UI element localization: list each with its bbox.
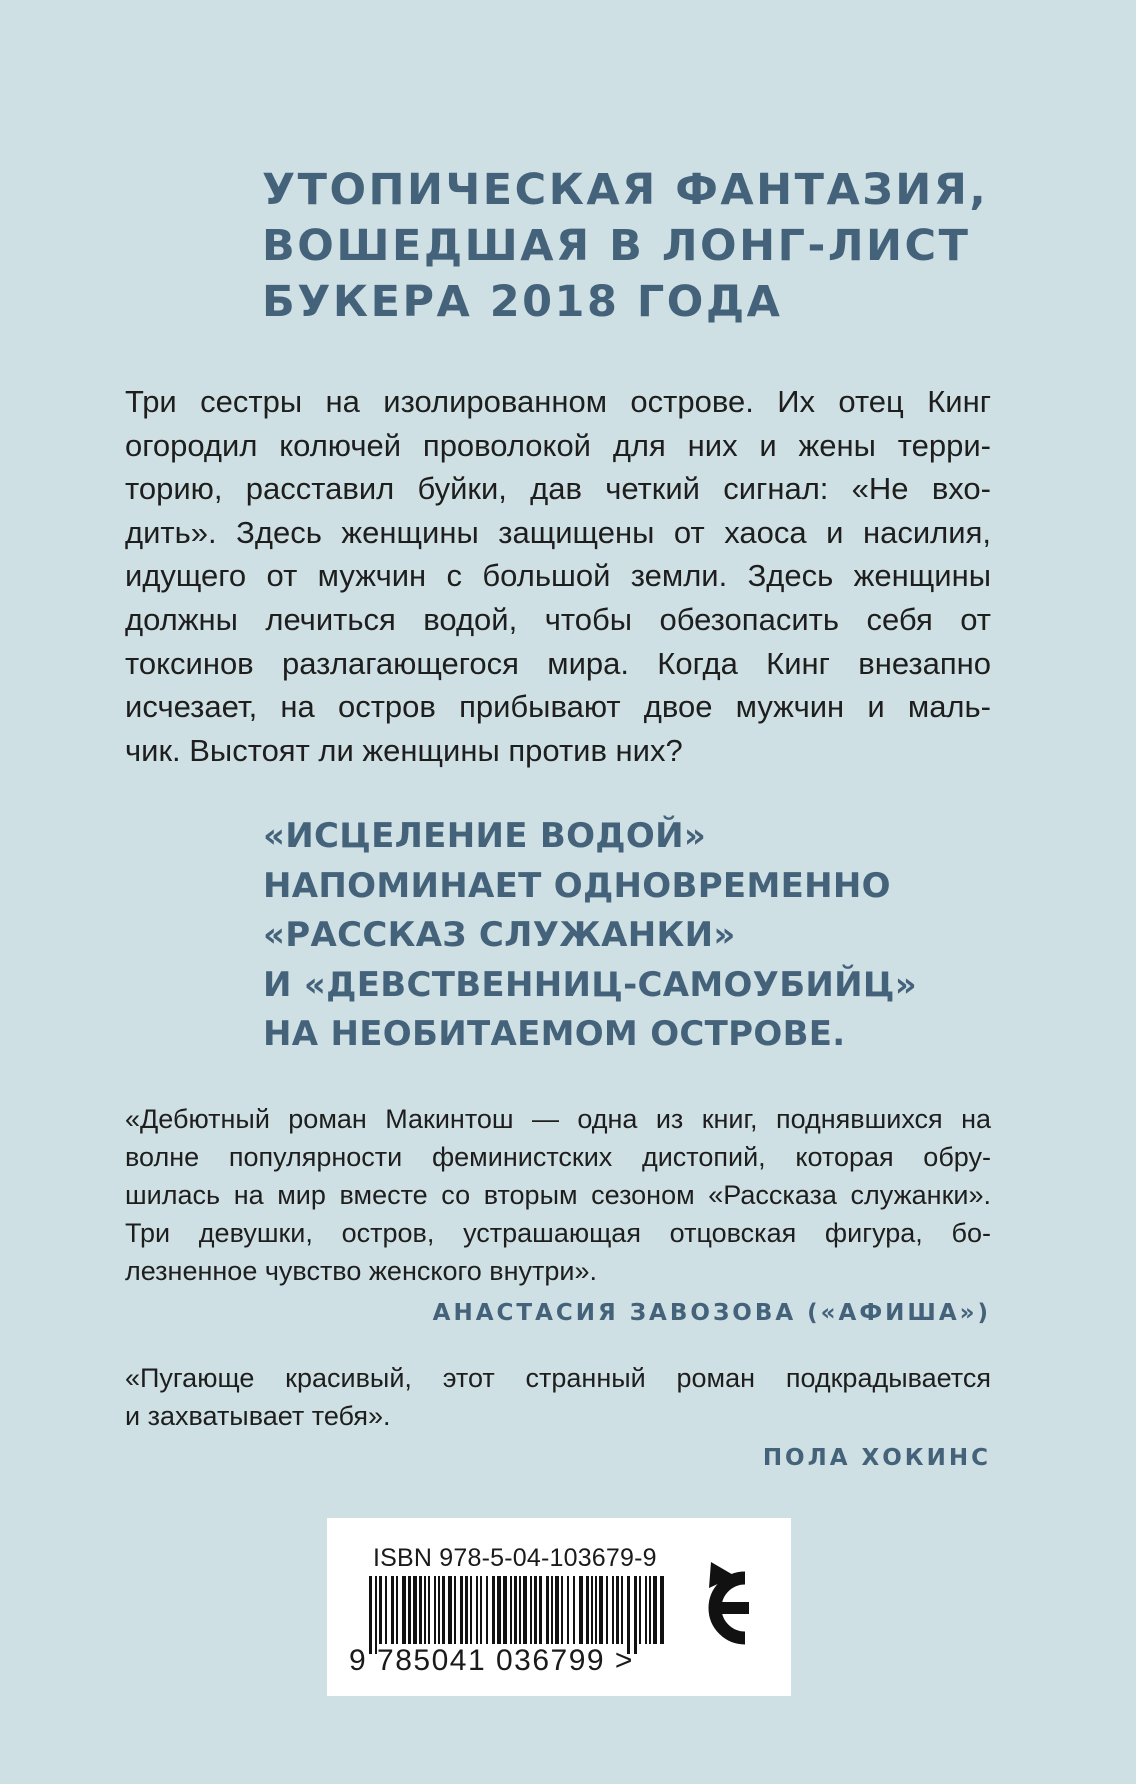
review-line: «Дебютный роман Макинтош — одна из книг, поднявшихся на (125, 1104, 991, 1134)
barcode-digits: 9 785041 036799 > (349, 1644, 634, 1677)
headline-line: БУКЕРА 2018 ГОДА (262, 277, 783, 327)
pull-quote-line: «РАССКАЗ СЛУЖАНКИ» (263, 915, 736, 955)
pull-quote-line: НАПОМИНАЕТ ОДНОВРЕМЕННО (263, 865, 891, 906)
headline (262, 162, 1022, 330)
eksmo-e-logo-icon (687, 1556, 753, 1660)
isbn-barcode-panel (327, 1518, 791, 1696)
pull-quote-line: НА НЕОБИТАЕМОМ ОСТРОВЕ. (263, 1014, 846, 1054)
review-author: АНАСТАСИЯ ЗАВОЗОВА («АФИША») (432, 1300, 991, 1326)
headline-line: УТОПИЧЕСКАЯ ФАНТАЗИЯ, (262, 165, 989, 215)
pull-quote (263, 812, 1003, 1060)
headline-line: ВОШЕДШАЯ В ЛОНГ-ЛИСТ (262, 221, 971, 271)
description-line: исчезает, на остров прибывают двое мужчин и маль- (125, 689, 991, 725)
barcode-icon (367, 1576, 667, 1654)
description-line: огородил колючей проволокой для них и жены терри- (125, 427, 991, 463)
description-line: Три сестры на изолированном острове. Их отец Кинг (125, 384, 991, 419)
description-line: торию, расставил буйки, дав четкий сигнал: «Не вхо- (125, 471, 991, 507)
review-quote (125, 1359, 991, 1477)
review-line: лезненное чувство женского внутри». (125, 1256, 597, 1286)
review-line: Три девушки, остров, устрашающая отцовская фигура, бо- (125, 1218, 991, 1248)
review-quote (125, 1100, 991, 1332)
pull-quote-line: «ИСЦЕЛЕНИЕ ВОДОЙ» (263, 816, 707, 856)
review-line: «Пугающе красивый, этот странный роман подкрадывается (125, 1363, 991, 1393)
description-line: токсинов разлагающегося мира. Когда Кинг внезапно (125, 645, 991, 681)
review-line: шилась на мир вместе со вторым сезоном «Рассказа служанки». (125, 1180, 991, 1210)
description-line: дить». Здесь женщины защищены от хаоса и насилия, (125, 514, 991, 550)
review-line: волне популярности феминистских дистопий, которая обру- (125, 1142, 991, 1172)
pull-quote-line: И «ДЕВСТВЕННИЦ-САМОУБИЙЦ» (263, 964, 918, 1005)
description-line: должны лечиться водой, чтобы обезопасить себя от (125, 601, 991, 637)
description-line: идущего от мужчин с большой земли. Здесь женщины (125, 558, 991, 594)
book-description (125, 380, 991, 772)
description-line: чик. Выстоят ли женщины против них? (125, 732, 683, 768)
isbn-label: ISBN 978-5-04-103679-9 (373, 1544, 657, 1572)
review-author: ПОЛА ХОКИНС (762, 1445, 991, 1471)
review-line: и захватывает тебя». (125, 1401, 391, 1431)
